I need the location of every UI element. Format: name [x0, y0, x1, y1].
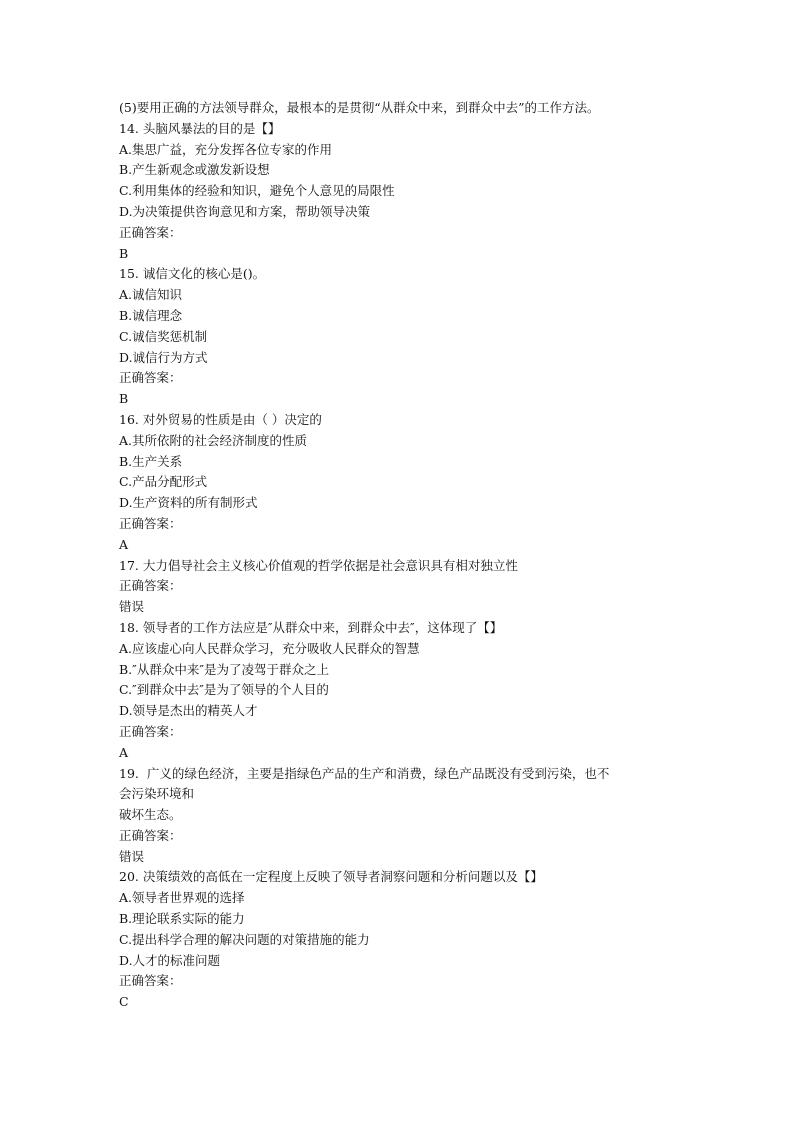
answer-value: 错误 — [119, 848, 145, 864]
question-19: 19. 广义的绿色经济，主要是指绿色产品的生产和消费，绿色产品既没有受到污染，也不 — [119, 765, 610, 781]
option-b: B.诚信理念 — [119, 307, 183, 323]
answer-value: A — [119, 536, 129, 552]
question-19-cont: 破坏生态。 — [119, 807, 182, 823]
option-c: C.″到群众中去″是为了领导的个人目的 — [119, 682, 329, 698]
option-c: C.诚信奖惩机制 — [119, 328, 208, 344]
answer-label: 正确答案： — [119, 515, 182, 531]
answer-label: 正确答案： — [119, 224, 182, 240]
option-d: D.为决策提供咨询意见和方案，帮助领导决策 — [119, 203, 371, 219]
answer-value: B — [119, 391, 129, 407]
option-d: D.诚信行为方式 — [119, 349, 208, 365]
question-18: 18. 领导者的工作方法应是″从群众中来，到群众中去″，这体现了【】 — [119, 619, 503, 635]
option-c: C.利用集体的经验和知识，避免个人意见的局限性 — [119, 183, 395, 199]
option-a: A.集思广益，充分发挥各位专家的作用 — [119, 141, 333, 157]
question-17: 17. 大力倡导社会主义核心价值观的哲学依据是社会意识具有相对独立性 — [119, 557, 518, 573]
answer-label: 正确答案： — [119, 723, 182, 739]
answer-value: C — [119, 994, 129, 1010]
question-19-cont: 会污染环境和 — [119, 786, 195, 802]
answer-value: 错误 — [119, 599, 145, 615]
question-14: 14. 头脑风暴法的目的是【】 — [119, 120, 281, 136]
option-a: A.其所依附的社会经济制度的性质 — [119, 432, 308, 448]
option-d: D.生产资料的所有制形式 — [119, 495, 258, 511]
answer-value: A — [119, 744, 129, 760]
answer-label: 正确答案： — [119, 827, 182, 843]
question-15: 15. 诚信文化的核心是()。 — [119, 266, 266, 282]
option-c: C.提出科学合理的解决问题的对策措施的能力 — [119, 931, 370, 947]
option-b: B.理论联系实际的能力 — [119, 911, 245, 927]
option-a: A.领导者世界观的选择 — [119, 890, 245, 906]
option-a: A.应该虚心向人民群众学习，充分吸收人民群众的智慧 — [119, 640, 420, 656]
answer-value: B — [119, 245, 129, 261]
question-16: 16. 对外贸易的性质是由（ ）决定的 — [119, 411, 322, 427]
option-c: C.产品分配形式 — [119, 474, 208, 490]
option-a: A.诚信知识 — [119, 287, 183, 303]
text-line: (5)要用正确的方法领导群众，最根本的是贯彻“从群众中来，到群众中去”的工作方法。 — [119, 100, 600, 115]
option-b: B.生产关系 — [119, 453, 183, 469]
question-20: 20. 决策绩效的高低在一定程度上反映了领导者洞察问题和分析问题以及【】 — [119, 869, 543, 885]
option-b: B.″从群众中来″是为了凌驾于群众之上 — [119, 661, 329, 677]
answer-label: 正确答案： — [119, 973, 182, 989]
option-d: D.人才的标准问题 — [119, 952, 221, 968]
answer-label: 正确答案： — [119, 578, 182, 594]
option-d: D.领导是杰出的精英人才 — [119, 703, 258, 719]
answer-label: 正确答案： — [119, 370, 182, 386]
document-page — [119, 98, 719, 1013]
option-b: B.产生新观念或激发新设想 — [119, 162, 270, 178]
